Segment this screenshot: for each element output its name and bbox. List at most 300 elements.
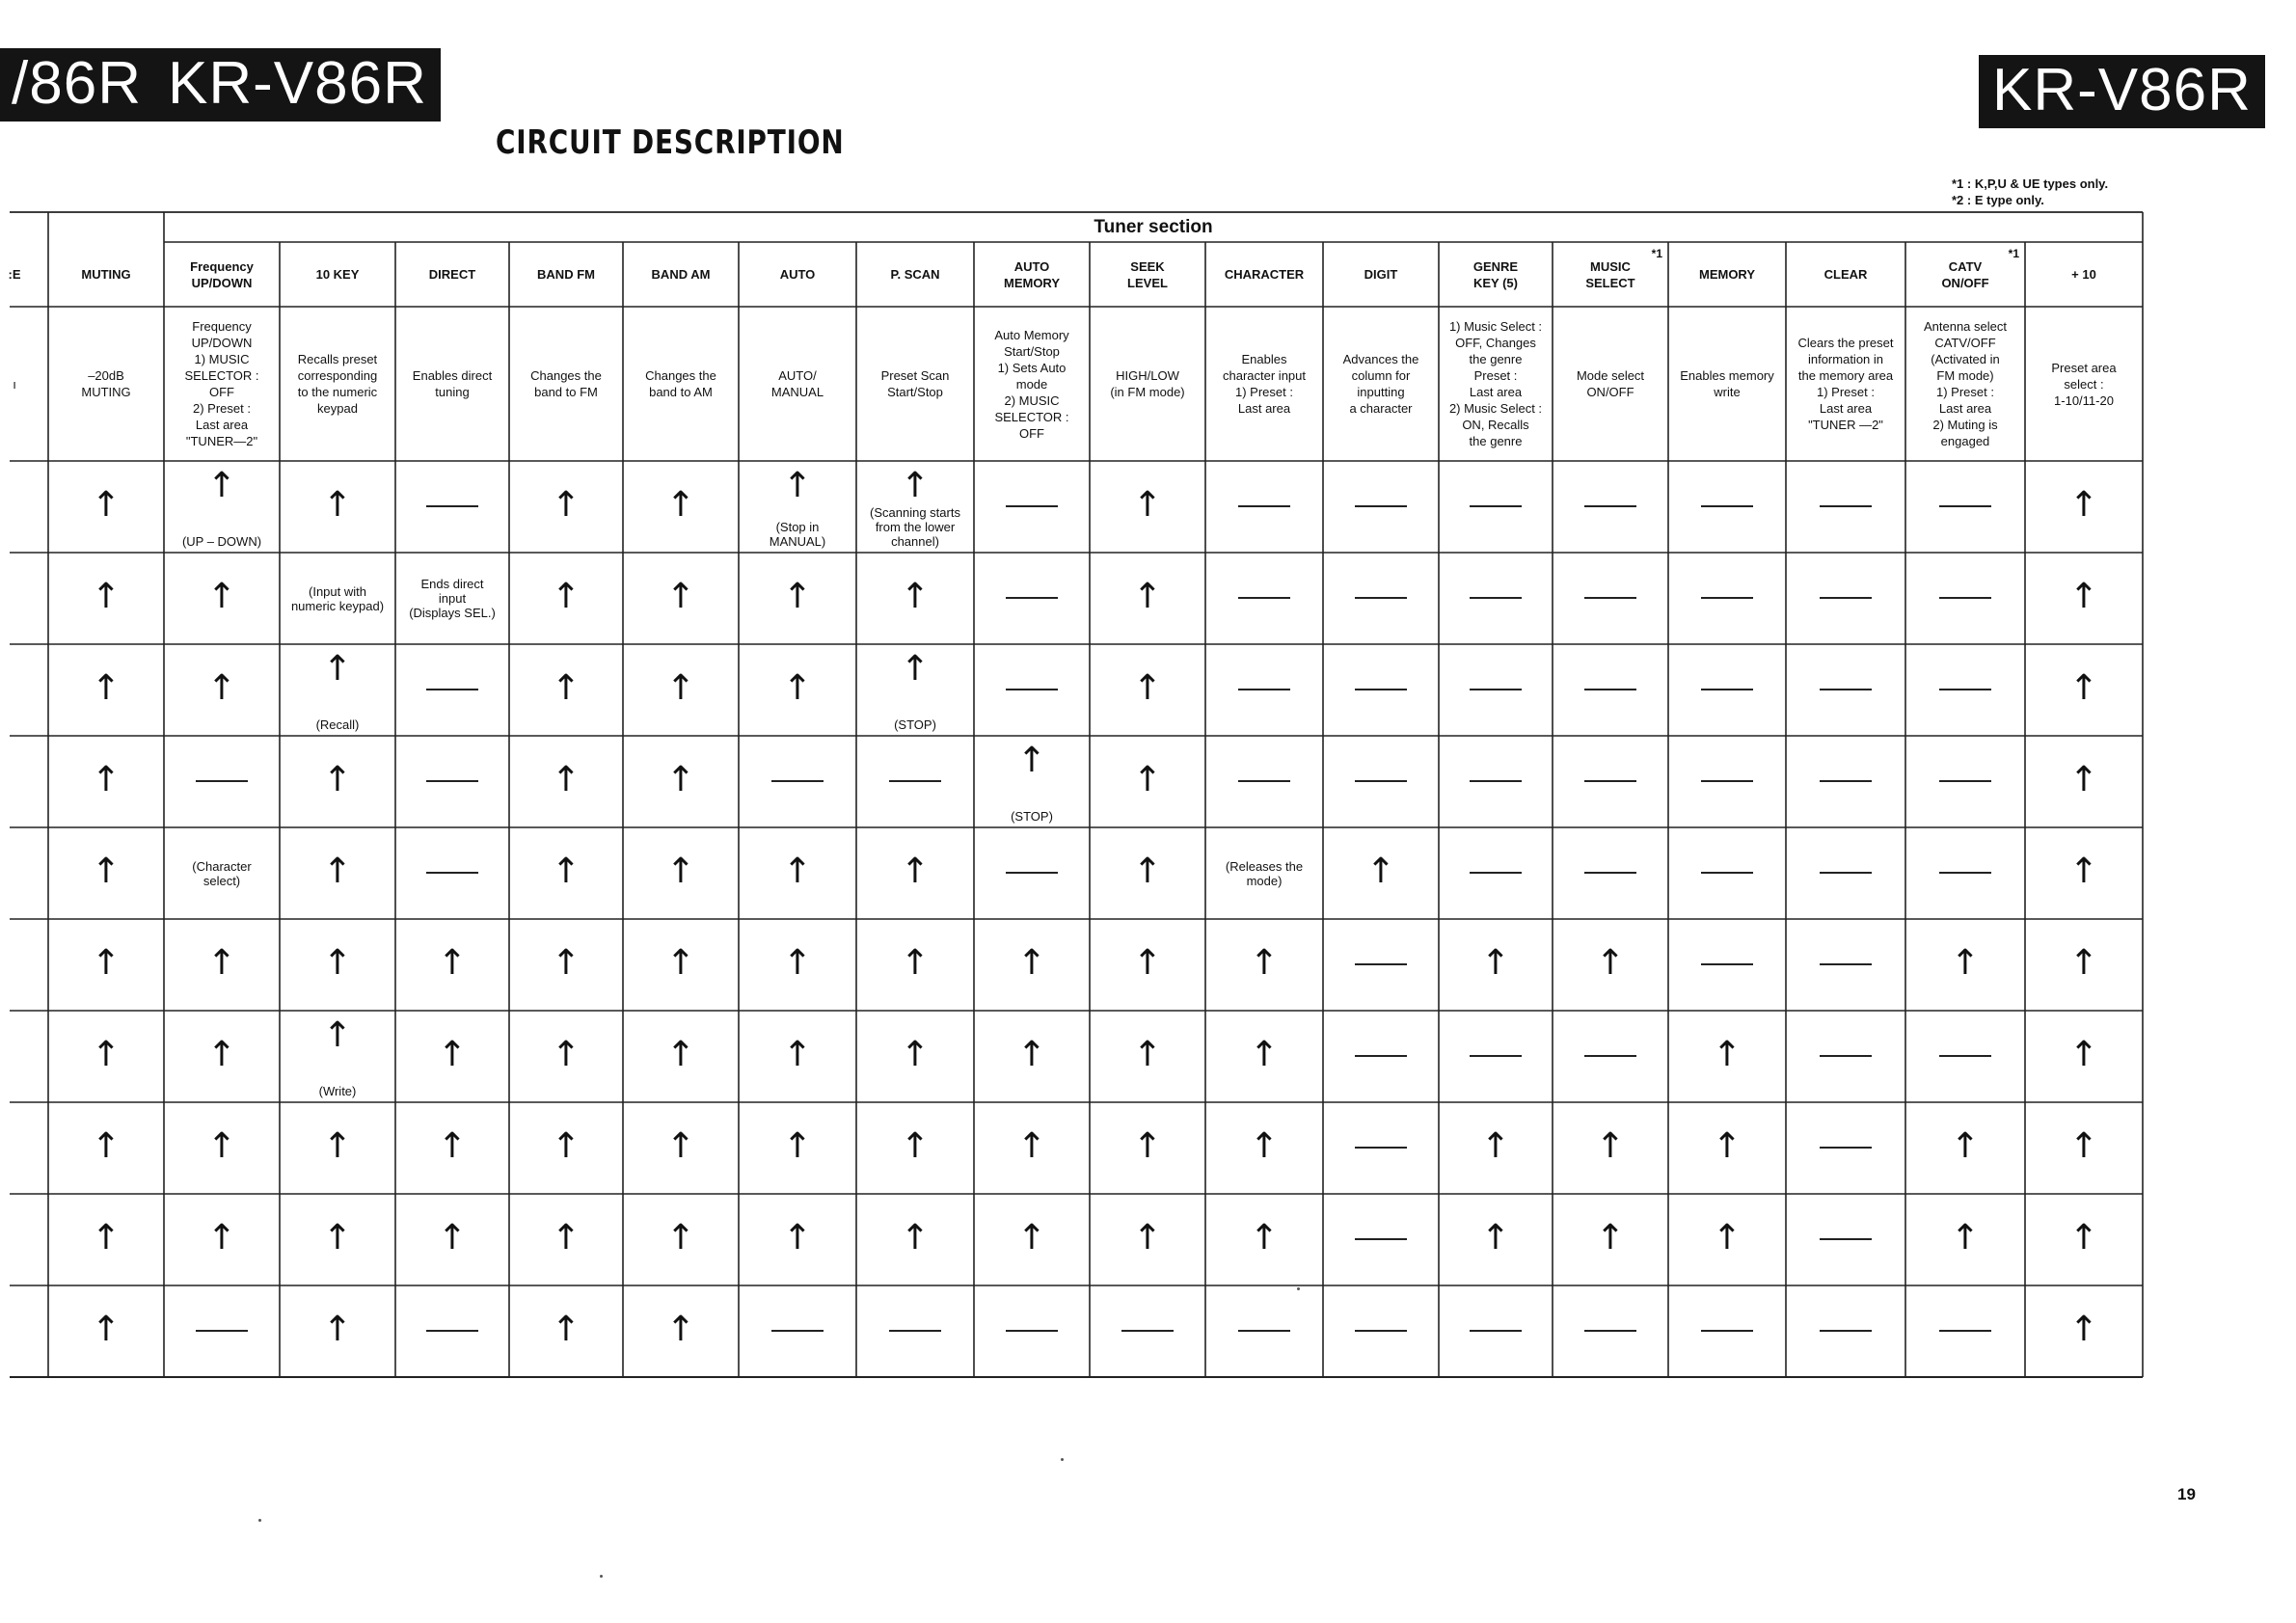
description-line: FM mode) (1936, 368, 1994, 383)
up-arrow-icon: ↑ (91, 1217, 122, 1258)
description-line: SELECTOR : (184, 368, 259, 383)
description-line: corresponding (297, 368, 378, 383)
column-header-label (1473, 258, 1518, 291)
dash-mark (1355, 1055, 1407, 1057)
description-line: keypad (317, 401, 358, 416)
model-badge-left: KR-V86R (154, 48, 441, 122)
column-header-line: MUTING (81, 267, 131, 282)
dash-mark (1939, 1055, 1991, 1057)
dash-mark (1470, 1330, 1522, 1332)
column-header-line: CLEAR (1823, 267, 1868, 282)
description-line: Last area (195, 418, 249, 432)
up-arrow-icon: ↑ (322, 759, 353, 799)
column-description-text (1680, 367, 1774, 400)
description-line: CATV/OFF (1934, 336, 1996, 350)
description-line: 1) Preset : (1235, 385, 1293, 399)
cell-note (858, 717, 972, 732)
description-line: Enables memory (1680, 368, 1774, 383)
column-header-memory (1668, 242, 1786, 307)
up-arrow-icon: ↑ (91, 484, 122, 525)
dash-mark (1701, 780, 1753, 782)
column-header-label (537, 266, 595, 283)
column-header-label (81, 266, 130, 283)
dash-mark (1238, 1330, 1290, 1332)
column-description-auto (739, 307, 856, 461)
up-arrow-icon: ↑ (551, 1217, 581, 1258)
column-header-tenkey (280, 242, 395, 307)
up-arrow-icon: ↑ (665, 1217, 696, 1258)
up-arrow-icon: ↑ (1016, 1125, 1047, 1166)
up-arrow-icon: ↑ (782, 466, 813, 505)
column-header-digit (1323, 242, 1439, 307)
column-description-text (1110, 367, 1184, 400)
description-line: Preset : (1473, 368, 1518, 383)
column-header-label (652, 266, 711, 283)
dash-mark (1238, 505, 1290, 507)
description-line: Mode select (1576, 368, 1645, 383)
description-line: the genre (1469, 352, 1523, 366)
up-arrow-icon: ↑ (2068, 1034, 2099, 1074)
column-header-muting (48, 242, 164, 307)
column-description-text (413, 367, 492, 400)
dash-mark (1006, 505, 1058, 507)
dash-mark (1820, 780, 1872, 782)
dash-mark (1939, 872, 1991, 874)
up-arrow-icon: ↑ (91, 759, 122, 799)
up-arrow-icon: ↑ (322, 942, 353, 983)
column-header-label (190, 258, 254, 291)
description-line: (Activated in (1931, 352, 2000, 366)
description-line: 1) Sets Auto (997, 360, 1067, 375)
footnote-marker: *1 (1651, 247, 1662, 260)
dash-mark (426, 780, 478, 782)
up-arrow-icon: ↑ (1712, 1125, 1742, 1166)
dash-mark (1939, 780, 1991, 782)
cell-note (858, 505, 972, 549)
cell-note-line: Ends direct (420, 577, 484, 591)
up-arrow-icon: ↑ (1595, 942, 1626, 983)
dash-mark (1820, 1330, 1872, 1332)
dash-mark (1820, 872, 1872, 874)
cell-note (282, 584, 393, 613)
up-arrow-icon: ↑ (322, 484, 353, 525)
up-arrow-icon: ↑ (665, 1125, 696, 1166)
up-arrow-icon: ↑ (1595, 1125, 1626, 1166)
up-arrow-icon: ↑ (322, 1309, 353, 1349)
description-line: Last area (1469, 385, 1523, 399)
description-line: Last area (1938, 401, 1992, 416)
description-line: Advances the (1342, 352, 1419, 366)
column-header-catv (1905, 242, 2025, 307)
up-arrow-icon: ↑ (1950, 942, 1981, 983)
dash-mark (1820, 963, 1872, 965)
cell-note-line: select) (203, 873, 241, 888)
column-header-label (1824, 266, 1868, 283)
up-arrow-icon: ↑ (551, 759, 581, 799)
up-arrow-icon: ↑ (206, 576, 237, 616)
up-arrow-icon: ↑ (1595, 1217, 1626, 1258)
cell-note-line: (STOP) (1011, 809, 1053, 824)
column-header-music (1553, 242, 1668, 307)
up-arrow-icon: ↑ (782, 1034, 813, 1074)
scan-speck (600, 1575, 603, 1578)
dash-mark (1006, 597, 1058, 599)
description-line: –20dB (88, 368, 124, 383)
footnote-marker: *1 (2008, 247, 2019, 260)
column-header-label (1699, 266, 1755, 283)
dash-mark (1470, 872, 1522, 874)
description-line: HIGH/LOW (1116, 368, 1179, 383)
up-arrow-icon: ↑ (91, 1034, 122, 1074)
up-arrow-icon: ↑ (1016, 741, 1047, 780)
description-line: OFF, Changes (1455, 336, 1536, 350)
column-description-text (184, 318, 258, 449)
description-line: inputting (1357, 385, 1405, 399)
dash-mark (1470, 597, 1522, 599)
description-line: UP/DOWN (191, 336, 253, 350)
column-header-line: MEMORY (1698, 267, 1756, 282)
dash-mark (426, 1330, 478, 1332)
description-line: OFF (1019, 425, 1044, 441)
column-header-line: DIRECT (428, 267, 476, 282)
up-arrow-icon: ↑ (900, 466, 931, 505)
column-description-text (298, 351, 377, 417)
dash-mark (1584, 597, 1636, 599)
dash-mark (1470, 1055, 1522, 1057)
up-arrow-icon: ↑ (1132, 942, 1163, 983)
up-arrow-icon: ↑ (1132, 1125, 1163, 1166)
cell-note-line: (UP – DOWN) (181, 534, 262, 549)
dash-mark (771, 780, 824, 782)
column-description-genre (1439, 307, 1553, 461)
up-arrow-icon: ↑ (1016, 1034, 1047, 1074)
dash-mark (889, 1330, 941, 1332)
description-line: mode (1015, 376, 1048, 392)
footnote: *1 : K,P,U & UE types only. (1952, 176, 2109, 191)
cell-note-line: from the lower (875, 520, 956, 534)
description-line: ON/OFF (1586, 385, 1634, 399)
up-arrow-icon: ↑ (665, 1309, 696, 1349)
dash-mark (1939, 505, 1991, 507)
up-arrow-icon: ↑ (900, 576, 931, 616)
dash-mark (1820, 505, 1872, 507)
column-header-line: CATV (1948, 258, 1983, 274)
cell-note-line: (Scanning starts (870, 505, 960, 520)
up-arrow-icon: ↑ (900, 851, 931, 891)
column-description-character (1205, 307, 1323, 461)
description-line: Changes the (530, 368, 602, 383)
column-description-text (881, 367, 950, 400)
cell-note-line: (Releases the (1225, 858, 1304, 874)
up-arrow-icon: ↑ (206, 667, 237, 708)
cell-note-line: (Recall) (315, 717, 360, 732)
up-arrow-icon: ↑ (782, 942, 813, 983)
up-arrow-icon: ↑ (551, 1034, 581, 1074)
dash-mark (1939, 689, 1991, 690)
model-badge-partial: /86R (0, 48, 155, 122)
up-arrow-icon: ↑ (91, 576, 122, 616)
up-arrow-icon: ↑ (551, 1309, 581, 1349)
up-arrow-icon: ↑ (665, 759, 696, 799)
up-arrow-icon: ↑ (665, 1034, 696, 1074)
up-arrow-icon: ↑ (1950, 1217, 1981, 1258)
up-arrow-icon: ↑ (2068, 484, 2099, 525)
column-header-automem (974, 242, 1090, 307)
column-description-bandam (623, 307, 739, 461)
column-header-line: MEMORY (1003, 275, 1061, 290)
up-arrow-icon: ↑ (900, 1034, 931, 1074)
column-header-line: BAND FM (537, 267, 595, 282)
column-header-label (429, 266, 475, 283)
column-header-line: DIGIT (1364, 267, 1398, 282)
scan-speck (1297, 1287, 1300, 1290)
dash-mark (1584, 872, 1636, 874)
dash-mark (1584, 1055, 1636, 1057)
cell-note (976, 809, 1088, 824)
up-arrow-icon: ↑ (2068, 576, 2099, 616)
cell-note-line: mode) (1246, 873, 1283, 888)
up-arrow-icon: ↑ (437, 1217, 468, 1258)
dash-mark (1701, 597, 1753, 599)
description-line: 1) Preset : (1936, 385, 1994, 399)
dash-mark (1584, 780, 1636, 782)
up-arrow-icon: ↑ (1132, 851, 1163, 891)
up-arrow-icon: ↑ (551, 1125, 581, 1166)
column-description-seek (1090, 307, 1205, 461)
description-line: Antenna select (1923, 319, 2007, 334)
column-description-music (1553, 307, 1668, 461)
column-description-direct (395, 307, 509, 461)
up-arrow-icon: ↑ (1365, 851, 1396, 891)
up-arrow-icon: ↑ (1480, 1125, 1511, 1166)
up-arrow-icon: ↑ (900, 1217, 931, 1258)
dash-mark (1701, 963, 1753, 965)
dash-mark (1355, 780, 1407, 782)
up-arrow-icon: ↑ (206, 1034, 237, 1074)
description-line: Enables direct (412, 368, 493, 383)
dash-mark (1584, 689, 1636, 690)
partial-column-mark: ı (13, 376, 16, 392)
scan-speck (258, 1519, 261, 1522)
up-arrow-icon: ↑ (900, 942, 931, 983)
page-number: 19 (2177, 1485, 2196, 1503)
up-arrow-icon: ↑ (91, 1125, 122, 1166)
up-arrow-icon: ↑ (1132, 1217, 1163, 1258)
column-header-bandam (623, 242, 739, 307)
up-arrow-icon: ↑ (2068, 942, 2099, 983)
description-line: a character (1349, 401, 1413, 416)
column-header-direct (395, 242, 509, 307)
description-line: Last area (1819, 401, 1873, 416)
up-arrow-icon: ↑ (1132, 759, 1163, 799)
cell-note-line: channel) (891, 534, 939, 549)
up-arrow-icon: ↑ (665, 484, 696, 525)
up-arrow-icon: ↑ (782, 1125, 813, 1166)
up-arrow-icon: ↑ (665, 851, 696, 891)
model-badge-right: KR-V86R (1979, 55, 2265, 128)
column-header-clear (1786, 242, 1905, 307)
up-arrow-icon: ↑ (322, 851, 353, 891)
column-header-line: SELECT (1585, 275, 1635, 290)
description-line: ON, Recalls (1462, 418, 1529, 432)
up-arrow-icon: ↑ (2068, 759, 2099, 799)
dash-mark (426, 505, 478, 507)
cell-note (397, 577, 507, 620)
column-header-auto (739, 242, 856, 307)
column-description-automem (974, 307, 1090, 461)
description-line: engaged (1940, 434, 1990, 448)
dash-mark (1584, 1330, 1636, 1332)
column-header-label (780, 266, 816, 283)
up-arrow-icon: ↑ (1950, 1125, 1981, 1166)
column-description-clear (1786, 307, 1905, 461)
column-header-label (1364, 266, 1398, 283)
dash-mark (1355, 1330, 1407, 1332)
cell-note (166, 534, 278, 549)
up-arrow-icon: ↑ (322, 1125, 353, 1166)
dash-mark (426, 872, 478, 874)
dash-mark (1939, 1330, 1991, 1332)
description-line: to the numeric (297, 385, 378, 399)
column-header-line: 10 KEY (315, 267, 360, 282)
up-arrow-icon: ↑ (551, 851, 581, 891)
up-arrow-icon: ↑ (206, 466, 237, 505)
up-arrow-icon: ↑ (91, 942, 122, 983)
dash-mark (1701, 505, 1753, 507)
dash-mark (1820, 1238, 1872, 1240)
column-description-memory (1668, 307, 1786, 461)
column-header-line: + 10 (2071, 267, 2096, 282)
up-arrow-icon: ↑ (206, 1125, 237, 1166)
cell-note (166, 859, 278, 888)
description-line: SELECTOR : (994, 409, 1069, 424)
dash-mark (1355, 1147, 1407, 1149)
scan-speck (1061, 1458, 1064, 1461)
up-arrow-icon: ↑ (206, 1217, 237, 1258)
column-header-line: SEEK (1130, 258, 1165, 274)
page-title: CIRCUIT DESCRIPTION (496, 123, 845, 162)
column-description-text (1798, 335, 1894, 433)
description-line: band to FM (534, 385, 598, 399)
dash-mark (1006, 1330, 1058, 1332)
column-header-character (1205, 242, 1323, 307)
description-line: information in (1807, 352, 1884, 366)
up-arrow-icon: ↑ (2068, 1217, 2099, 1258)
dash-mark (1355, 505, 1407, 507)
dash-mark (1006, 689, 1058, 690)
description-line: Preset Scan (880, 368, 950, 383)
column-description-bandfm (509, 307, 623, 461)
description-line: "TUNER—2" (185, 434, 258, 448)
footnote: *2 : E type only. (1952, 193, 2044, 207)
column-header-label (1127, 258, 1168, 291)
up-arrow-icon: ↑ (206, 942, 237, 983)
dash-mark (1701, 872, 1753, 874)
description-line: Recalls preset (297, 352, 378, 366)
up-arrow-icon: ↑ (437, 942, 468, 983)
column-header-line: P. SCAN (890, 267, 940, 282)
description-line: AUTO/ (778, 368, 817, 383)
column-header-bandfm (509, 242, 623, 307)
up-arrow-icon: ↑ (437, 1034, 468, 1074)
up-arrow-icon: ↑ (1249, 1217, 1280, 1258)
column-header-label (316, 266, 360, 283)
column-description-digit (1323, 307, 1439, 461)
description-line: 1-10/11-20 (2054, 392, 2114, 408)
column-description-plus10 (2025, 307, 2143, 461)
description-line: 1) Preset : (1817, 385, 1875, 399)
up-arrow-icon: ↑ (91, 667, 122, 708)
description-line: character input (1223, 368, 1306, 383)
column-header-label (890, 266, 939, 283)
dash-mark (1584, 505, 1636, 507)
column-header-line: CHARACTER (1224, 267, 1305, 282)
dash-mark (1006, 872, 1058, 874)
description-line: the genre (1469, 434, 1523, 448)
dash-mark (1470, 780, 1522, 782)
up-arrow-icon: ↑ (1132, 576, 1163, 616)
dash-mark (1939, 597, 1991, 599)
column-header-label (1941, 258, 1988, 291)
column-header-label (1004, 258, 1060, 291)
column-description-freq (164, 307, 280, 461)
cell-note-line: (Write) (318, 1084, 357, 1098)
column-header-line: BAND AM (651, 267, 711, 282)
column-header-line: Frequency (190, 258, 254, 274)
column-description-text (1577, 367, 1644, 400)
up-arrow-icon: ↑ (1132, 484, 1163, 525)
cell-note-line: (Input with (309, 583, 366, 599)
dash-mark (1820, 1147, 1872, 1149)
column-description-text (530, 367, 602, 400)
up-arrow-icon: ↑ (2068, 851, 2099, 891)
description-line: MUTING (81, 385, 131, 399)
dash-mark (196, 780, 248, 782)
dash-mark (1470, 505, 1522, 507)
dash-mark (1701, 689, 1753, 690)
up-arrow-icon: ↑ (1016, 942, 1047, 983)
column-description-text (1343, 351, 1419, 417)
up-arrow-icon: ↑ (900, 1125, 931, 1166)
column-description-pscan (856, 307, 974, 461)
up-arrow-icon: ↑ (1712, 1217, 1742, 1258)
column-header-genre (1439, 242, 1553, 307)
dash-mark (1238, 780, 1290, 782)
column-header-label (1585, 258, 1634, 291)
up-arrow-icon: ↑ (551, 484, 581, 525)
up-arrow-icon: ↑ (782, 851, 813, 891)
column-description-text (1223, 351, 1306, 417)
dash-mark (1355, 1238, 1407, 1240)
up-arrow-icon: ↑ (551, 576, 581, 616)
column-description-catv (1905, 307, 2025, 461)
description-line: Last area (1237, 401, 1291, 416)
cell-note-line: (Displays SEL.) (409, 606, 496, 620)
up-arrow-icon: ↑ (782, 1217, 813, 1258)
column-header-freq (164, 242, 280, 307)
column-description-tenkey (280, 307, 395, 461)
dash-mark (1355, 689, 1407, 690)
description-line: 2) Music Select : (1448, 401, 1543, 416)
column-description-muting (48, 307, 164, 461)
up-arrow-icon: ↑ (1132, 667, 1163, 708)
description-line: Changes the (645, 368, 716, 383)
description-line: Auto Memory (994, 327, 1069, 342)
cell-note-line: MANUAL) (769, 534, 826, 549)
up-arrow-icon: ↑ (1712, 1034, 1742, 1074)
dash-mark (1355, 963, 1407, 965)
dash-mark (1355, 597, 1407, 599)
